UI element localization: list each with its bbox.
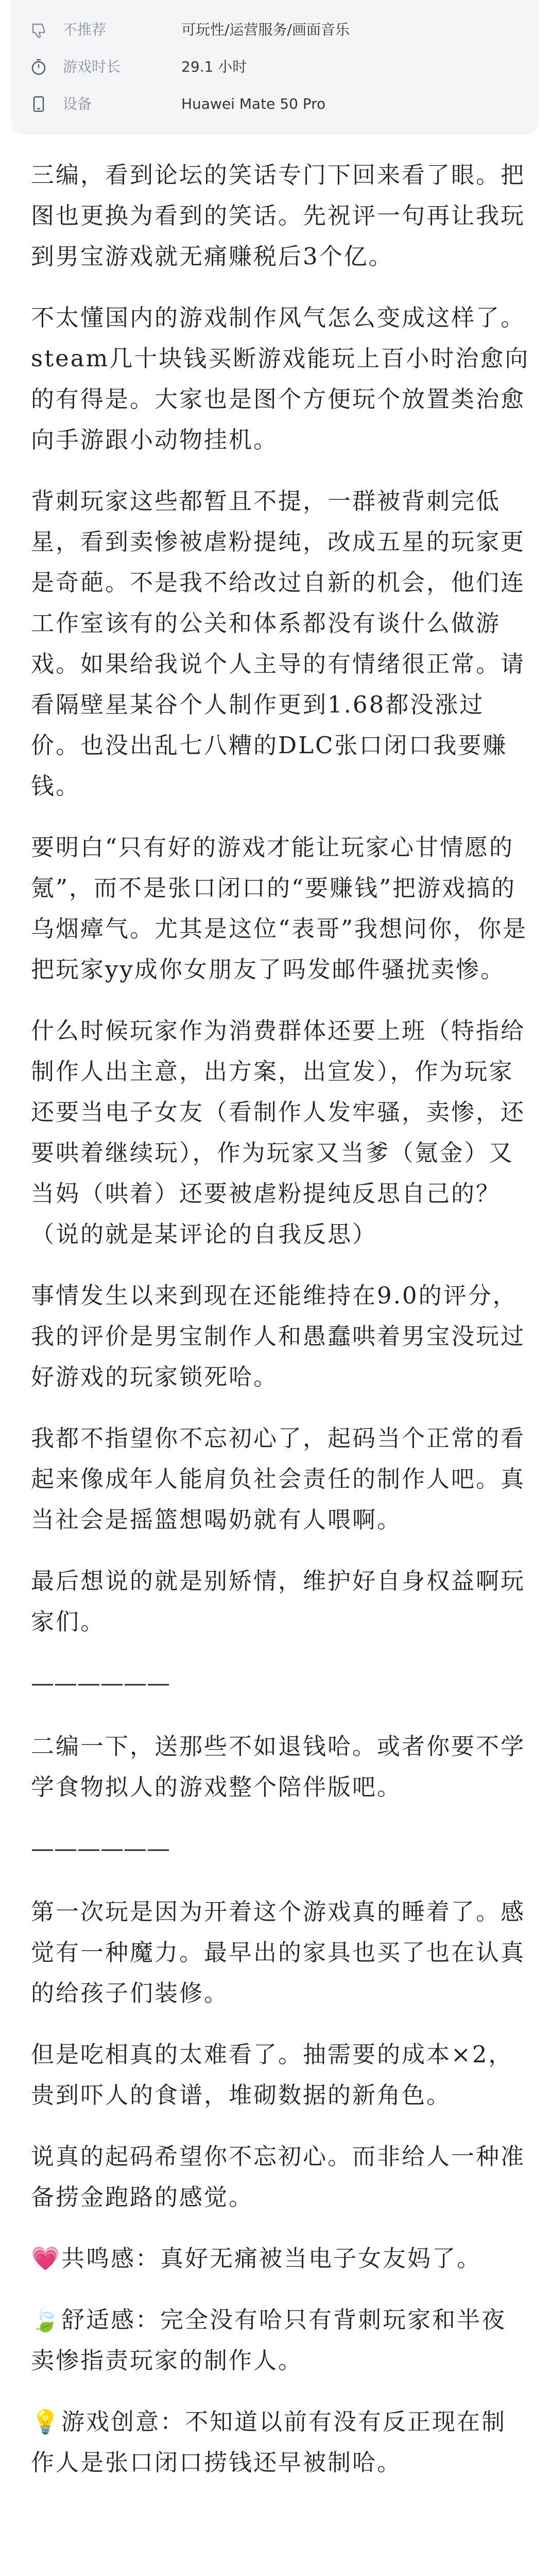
info-label: 设备 (63, 95, 92, 112)
review-paragraph: 事情发生以来到现在还能维持在9.0的评分，我的评价是男宝制作人和愚蠢哄着男宝没玩过好游戏的玩家锁死哈。 (31, 1282, 526, 1391)
review-info-card (11, 0, 539, 135)
review-paragraph: 三编，看到论坛的笑话专门下回来看了眼。把图也更换为看到的笑话。先祝评一句再让我玩到男宝游戏就无痛赚税后3个亿。 (31, 161, 526, 270)
heart-icon: 💗 (31, 2245, 62, 2272)
review-paragraph: 背刺玩家这些都暂且不提，一群被背刺完低星，看到卖惨被虐粉提纯，改成五星的玩家更是奇葩。不是我不给改过自新的机会，他们连工作室该有的公关和体系都没有谈什么做游戏。如果给我说个人主导的有情绪很正常。请看隔壁星某谷个人制作更到1.68都没涨过价。也没出乱七八糟的DLC张口闭口我要赚钱。 (31, 487, 526, 800)
tagged-text: 游戏创意：不知道以前有没有反正现在制作人是张口闭口捞钱还早被制哈。 (31, 2408, 507, 2476)
review-paragraph: 要明白“只有好的游戏才能让玩家心甘情愿的氪”，而不是张口闭口的“要赚钱”把游戏搞的乌烟瘴气。尤其是这位“表哥”我想问你，你是把玩家yy成你女朋友了吗发邮件骚扰卖惨。 (31, 834, 528, 983)
phone-icon (30, 95, 47, 113)
info-row-playtime (11, 52, 539, 82)
info-value: 可玩性/运营服务/画面音乐 (181, 21, 350, 38)
thumbs-down-icon (30, 21, 47, 39)
tagged-paragraph-comfort (31, 2299, 530, 2381)
tagged-paragraph-creativity (31, 2401, 530, 2483)
review-paragraph: 第一次玩是因为开着这个游戏真的睡着了。感觉有一种魔力。最早出的家具也买了也在认真的给孩子们装修。 (31, 1898, 526, 2007)
review-paragraph: 什么时候玩家作为消费群体还要上班（特指给制作人出主意，出方案，出宣发），作为玩家还要当电子女友（看制作人发牢骚，卖惨，还要哄着继续玩），作为玩家又当爹（氪金）又当妈（哄着）还要被虐粉提纯反思自己的？（说的就是某评论的自我反思） (31, 1017, 526, 1248)
review-body (31, 155, 530, 2503)
review-paragraph: 最后想说的就是别矫情，维护好自身权益啊玩家们。 (31, 1567, 526, 1635)
info-row-recommendation (11, 14, 539, 45)
review-paragraph: 二编一下，送那些不如退钱哈。或者你要不学学食物拟人的游戏整个陪伴版吧。 (31, 1733, 526, 1801)
leaf-icon: 🍃 (31, 2306, 62, 2333)
info-value: 29.1 小时 (181, 58, 247, 75)
review-divider: —————— (31, 1669, 170, 1697)
review-paragraph: 说真的起码希望你不忘初心。而非给人一种准备捞金跑路的感觉。 (31, 2143, 526, 2211)
info-value: Huawei Mate 50 Pro (181, 95, 326, 112)
review-divider: —————— (31, 1835, 170, 1862)
review-paragraph: 我都不指望你不忘初心了，起码当个正常的看起来像成年人能肩负社会责任的制作人吧。真当社会是摇篮想喝奶就有人喂啊。 (31, 1425, 526, 1533)
info-label: 游戏时长 (63, 58, 121, 75)
tagged-paragraph-empathy (31, 2238, 530, 2279)
info-label: 不推荐 (63, 21, 107, 38)
tagged-text: 共鸣感：真好无痛被当电子女友妈了。 (61, 2245, 482, 2272)
info-row-device (11, 89, 539, 120)
review-paragraph: 不太懂国内的游戏制作风气怎么变成这样了。steam几十块钱买断游戏能玩上百小时治愈向的有得是。大家也是图个方便玩个放置类治愈向手游跟小动物挂机。 (31, 304, 530, 453)
tagged-text: 舒适感：完全没有哈只有背刺玩家和半夜卖惨指责玩家的制作人。 (31, 2306, 507, 2374)
review-paragraph: 但是吃相真的太难看了。抽需要的成本×2，贵到吓人的食谱，堆砌数据的新角色。 (31, 2041, 513, 2109)
stopwatch-icon (30, 58, 47, 76)
lightbulb-icon: 💡 (31, 2408, 62, 2435)
